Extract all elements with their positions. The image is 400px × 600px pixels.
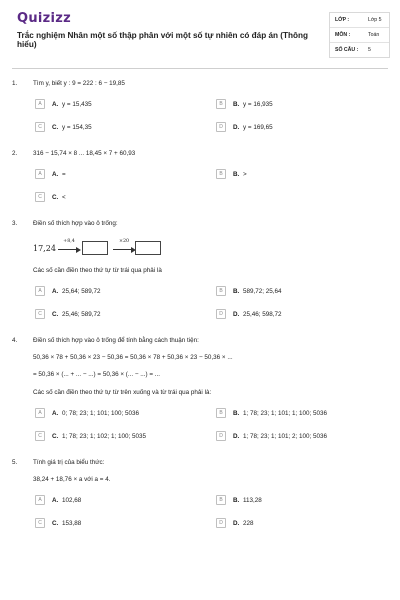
meta-table (329, 12, 390, 58)
option-text: 589,72; 25,64 (243, 288, 282, 295)
option-letter-box: C (35, 518, 45, 528)
option-letter-box: A (35, 99, 45, 109)
option-letter-box: B (216, 408, 226, 418)
question-text: Tính giá trị của biểu thức: (33, 459, 105, 466)
arrow-label: +8,4 (63, 239, 75, 244)
option-letter-box: D (216, 431, 226, 441)
expression-line-1: 50,36 × 78 + 50,36 × 23 − 50,36 = 50,36 × 78 + 50,36 × 23 − 50,36 × ... (33, 354, 233, 361)
option-letter-box: D (216, 518, 226, 528)
arrow-plus (56, 239, 82, 257)
option-letter-box: D (216, 122, 226, 132)
option-letter-box: B (216, 99, 226, 109)
option-letter-box: C (35, 192, 45, 202)
option-label: A. (52, 288, 59, 295)
option-label: D. (233, 433, 240, 440)
question-number: 3. (12, 220, 18, 227)
option-text: 102,68 (62, 497, 82, 504)
option-text: > (243, 171, 247, 178)
document-header (0, 0, 400, 62)
option-label: C. (52, 520, 59, 527)
question-text: Tìm y, biết y : 9 = 222 : 6 − 19,85 (33, 80, 125, 87)
meta-value: Toán (368, 32, 380, 38)
option-text: y = 16,935 (243, 101, 273, 108)
answer-blank-2[interactable] (135, 241, 161, 255)
option-text: 153,88 (62, 520, 82, 527)
question-subtext: Các số cần điền theo thứ tự từ trái qua phải là (33, 267, 162, 274)
option-text: y = 169,65 (243, 124, 273, 131)
option-letter-box: B (216, 495, 226, 505)
option-text: 25,46; 589,72 (62, 311, 101, 318)
option-label: B. (233, 410, 240, 417)
arrow-shaft (113, 249, 133, 250)
option-label: C. (52, 433, 59, 440)
meta-value: 5 (368, 47, 371, 53)
option-letter-box: A (35, 169, 45, 179)
option-letter-box: A (35, 408, 45, 418)
option-label: A. (52, 171, 59, 178)
meta-row-class (330, 13, 389, 28)
arrow-label: ×20 (118, 239, 130, 244)
start-number: 17,24 (33, 244, 56, 253)
meta-key: LỚP : (335, 17, 350, 23)
option-text: 1; 78; 23; 1; 101; 1; 100; 5036 (243, 410, 328, 417)
meta-key: MÔN : (335, 32, 351, 38)
option-letter-box: A (35, 286, 45, 296)
option-label: D. (233, 124, 240, 131)
option-label: D. (233, 520, 240, 527)
option-label: B. (233, 171, 240, 178)
option-label: A. (52, 410, 59, 417)
question-text: Điền số thích hợp vào ô trống để tính bằng cách thuận tiện: (33, 337, 199, 344)
option-text: 1; 78; 23; 1; 101; 2; 100; 5036 (243, 433, 328, 440)
option-letter-box: B (216, 169, 226, 179)
option-label: A. (52, 101, 59, 108)
expression-line-2: = 50,36 × (... + ... − ...) = 50,36 × (... − ...) = ... (33, 371, 161, 378)
option-text: 1; 78; 23; 1; 102; 1; 100; 5035 (62, 433, 147, 440)
arrow-shaft (58, 249, 78, 250)
question-number: 5. (12, 459, 18, 466)
quizizz-logo: Quizizz (17, 11, 72, 26)
option-label: C. (52, 124, 59, 131)
option-text: 0; 78; 23; 1; 101; 100; 5036 (62, 410, 140, 417)
question-subtext: Các số cần điền theo thứ tự từ trên xuống và từ trái qua phải là: (33, 389, 212, 396)
option-label: C. (52, 311, 59, 318)
meta-row-count (330, 43, 389, 57)
option-letter-box: C (35, 122, 45, 132)
option-text: y = 15,435 (62, 101, 92, 108)
option-text: y = 154,35 (62, 124, 92, 131)
option-label: B. (233, 101, 240, 108)
option-label: C. (52, 194, 59, 201)
option-text: 228 (243, 520, 254, 527)
question-text: Điền số thích hợp vào ô trống: (33, 220, 118, 227)
option-letter-box: C (35, 431, 45, 441)
header-divider (12, 68, 388, 69)
option-text: 113,28 (243, 497, 262, 504)
option-label: B. (233, 288, 240, 295)
answer-blank-1[interactable] (82, 241, 108, 255)
expression-line-1: 38,24 + 18,76 × a với a = 4. (33, 476, 111, 483)
option-text: 25,46; 598,72 (243, 311, 282, 318)
option-label: D. (233, 311, 240, 318)
option-label: A. (52, 497, 59, 504)
option-label: B. (233, 497, 240, 504)
arrow-times (111, 239, 137, 257)
option-letter-box: C (35, 309, 45, 319)
question-number: 2. (12, 150, 18, 157)
arrow-head-icon (76, 247, 81, 253)
arrow-diagram (33, 239, 233, 259)
question-number: 4. (12, 337, 18, 344)
meta-key: SỐ CÂU : (335, 47, 359, 53)
option-text: = (62, 171, 66, 178)
question-text: 316 − 15,74 × 8 ... 18,45 × 7 + 60,93 (33, 150, 136, 157)
option-letter-box: A (35, 495, 45, 505)
option-text: < (62, 194, 66, 201)
meta-row-subject (330, 28, 389, 43)
option-text: 25,64; 589,72 (62, 288, 101, 295)
option-letter-box: B (216, 286, 226, 296)
meta-value: Lớp 5 (368, 17, 382, 23)
option-letter-box: D (216, 309, 226, 319)
page-title: Trắc nghiệm Nhân một số thập phân với một số tự nhiên có đáp án (Thông hiểu) (17, 31, 309, 49)
question-number: 1. (12, 80, 18, 87)
